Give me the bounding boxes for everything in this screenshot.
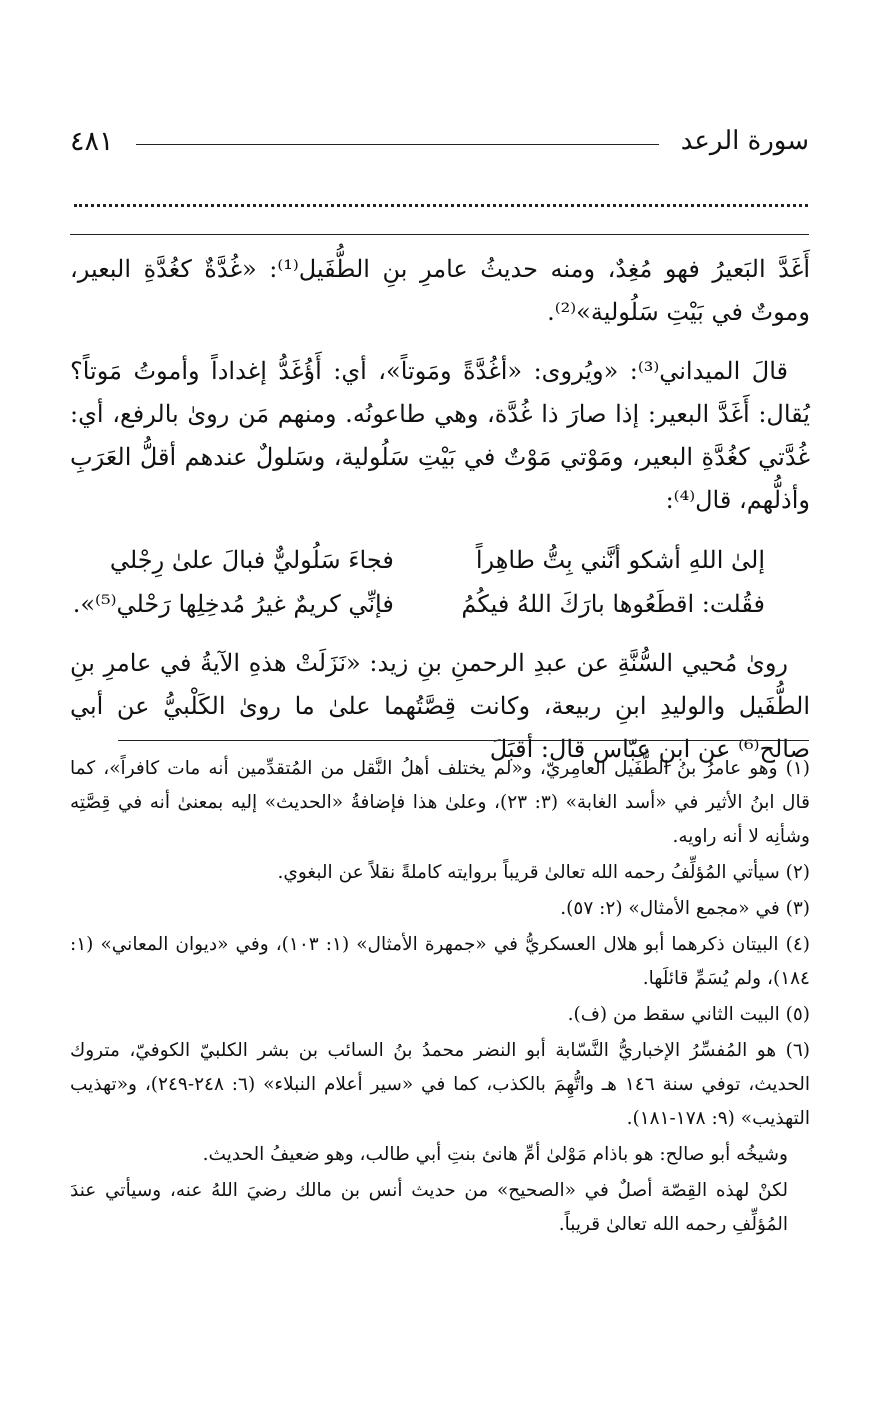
surah-title: سورة الرعد <box>680 126 809 156</box>
footnote-2: (٢) سيأتي المُؤلِّفُ رحمه الله تعالىٰ قريباً بروايته كاملةً نقلاً عن البغوي. <box>277 862 810 883</box>
footnote-5: (٥) البيت الثاني سقط من (ف). <box>567 1004 810 1025</box>
footnote-separator <box>118 740 809 741</box>
header-rule <box>136 144 659 145</box>
footnote-6: (٦) هو المُفسِّرُ الإخباريُّ النَّسّابة أبو النضر محمدُ بنُ السائب بن بشر الكلبيّ الكوفيّ، متروك الحديث، توفي سنة ١٤٦ هـ واتُّهِمَ بالكذب، كما في «سير أعلام النبلاء» (٦: ٢٤٨-٢٤٩)، و«تهذيب التهذيب» (٩: ١٧٨-١٨١). <box>70 1040 810 1129</box>
paragraph-maydani: قالَ الميداني⁽³⁾: «ويُروى: «أغُدَّةً ومَوتاً»، أي: أَؤُغَدُّ إغداداً وأموتُ مَوتاً؟ يُقال: أَغَدَّ البعير: إذا صارَ ذا غُدَّة، وهي طاعونُه. ومنهم مَن روىٰ بالرفع، أي: غُدَّتي كغُدَّةِ البعير، ومَوْتي مَوْتٌ في بَيْتِ سَلُولية، وسَلولٌ عندهم أقلُّ العَرَبِ وأذلُّهم، قال⁽⁴⁾: <box>70 357 810 514</box>
poem-hemistich-first: فقُلت: اقطَعُوها بارَكَ اللهُ فيكُمُ <box>461 590 765 618</box>
poem <box>70 538 810 626</box>
page-header <box>70 118 809 164</box>
main-text <box>70 248 810 787</box>
footnote-1: (١) وهو عامرُ بنُ الطُّفَيل العامِريّ، و«لم يختلف أهلُ النَّقل من المُتقدِّمين أنه مات كافراً»، كما قال ابنُ الأثير في «أسد الغابة» (٣: ٢٣)، وعلىٰ هذا فإضافةُ «الحديث» إليه بمعنىٰ أنه في قِصَّتِه وشأنِه لا أنه راويه. <box>70 758 810 847</box>
poem-line <box>70 538 810 582</box>
footnote-4: (٤) البيتان ذكرهما أبو هلال العسكريُّ في «جمهرة الأمثال» (١: ١٠٣)، وفي «ديوان المعاني» (١: ١٨٤)، ولم يُسَمِّ قائلَها. <box>70 934 810 989</box>
top-separator <box>70 234 809 235</box>
footnotes <box>70 752 810 1244</box>
footnote-3: (٣) في «مجمع الأمثال» (٢: ٥٧). <box>560 898 810 919</box>
footnote-6-note: لكنْ لهذه القِصّة أصلٌ في «الصحيح» من حديث أنس بن مالك رضيَ اللهُ عنه، وسيأتي عندَ المُؤلِّفِ رحمه الله تعالىٰ قريباً. <box>70 1180 788 1235</box>
dotted-separator <box>74 204 808 207</box>
poem-line <box>70 582 810 626</box>
paragraph-definition: أَغَدَّ البَعيرُ فهو مُغِدٌ، ومنه حديثُ عامرِ بنِ الطُّفَيل⁽¹⁾: «غُدَّةٌ كغُدَّةِ البعير، وموتٌ في بَيْتِ سَلُولية»⁽²⁾. <box>70 255 810 326</box>
poem-hemistich-second: فجاءَ سَلُوليٌّ فبالَ علىٰ رِجْلي <box>109 546 394 574</box>
paragraph-narration: روىٰ مُحيي السُّنَّةِ عن عبدِ الرحمنِ بنِ زيد: «نَزَلَتْ هذهِ الآيةُ في عامرِ بنِ الطُّفَيل والوليدِ ابنِ ربيعة، وكانت قِصَّتُهما علىٰ ما روىٰ الكَلْبيُّ عن أبي صالح⁽⁶⁾ عن ابنِ عبّاس قال: أقبَلَ <box>70 649 810 763</box>
footnote-6-shaykh: وشيخُه أبو صالح: هو باذام مَوْلىٰ أمِّ هانئ بنتِ أبي طالب، وهو ضعيفُ الحديث. <box>202 1144 788 1165</box>
poem-hemistich-second: فإنِّي كريمٌ غيرُ مُدخِلِها رَحْلي⁽⁵⁾». <box>72 590 394 618</box>
poem-hemistich-first: إلىٰ اللهِ أشكو أنَّني بِتُّ طاهِراً <box>475 546 765 574</box>
page-number: ٤٨١ <box>70 125 114 157</box>
